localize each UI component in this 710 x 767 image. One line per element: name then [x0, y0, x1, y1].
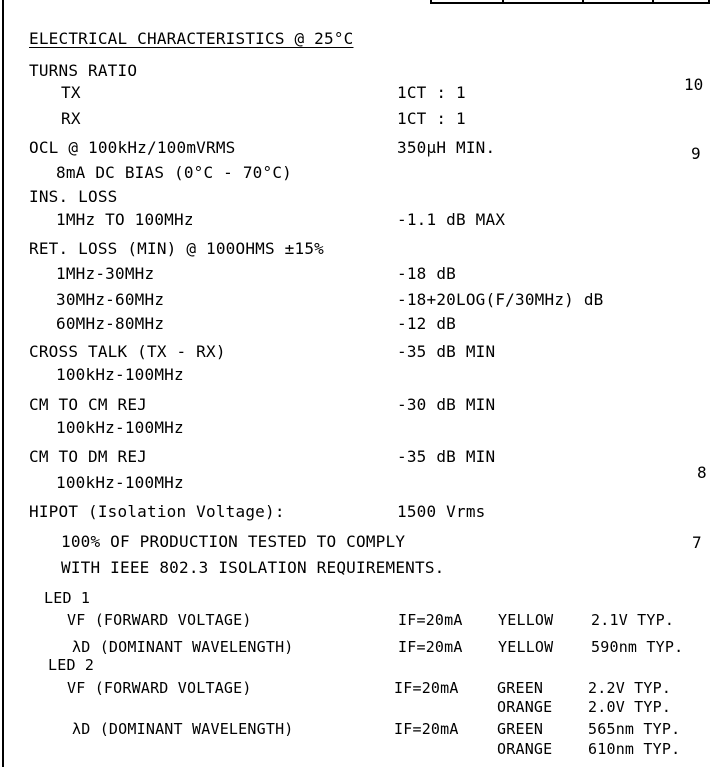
spec-value: 1CT : 1 — [397, 109, 466, 128]
spec-label: HIPOT (Isolation Voltage): — [29, 502, 285, 521]
section-title: ELECTRICAL CHARACTERISTICS @ 25°C — [29, 29, 354, 48]
led2-cond: IF=20mA — [394, 720, 459, 738]
spec-label: 60MHz-80MHz — [56, 314, 165, 333]
spec-value: -12 dB — [397, 314, 456, 333]
led1-typ: 2.1V TYP. — [591, 611, 675, 629]
spec-label: 100kHz-100MHz — [56, 365, 184, 384]
led2-param: VF (FORWARD VOLTAGE) — [67, 679, 252, 697]
led2-cond: IF=20mA — [394, 679, 459, 697]
led2-color2: ORANGE — [497, 740, 553, 758]
spec-label: 1MHz TO 100MHz — [56, 210, 194, 229]
spec-note: WITH IEEE 802.3 ISOLATION REQUIREMENTS. — [61, 558, 445, 577]
spec-value: -18 dB — [397, 264, 456, 283]
spec-label: INS. LOSS — [29, 187, 118, 206]
spec-label: TX — [61, 83, 81, 102]
spec-label: TURNS RATIO — [29, 61, 138, 80]
spec-label: 100kHz-100MHz — [56, 473, 184, 492]
zone-mark: 7 — [692, 533, 702, 552]
spec-value: 1CT : 1 — [397, 83, 466, 102]
led2-typ: 2.2V TYP. — [588, 679, 672, 697]
zone-mark: 10 — [684, 75, 704, 94]
spec-label: 100kHz-100MHz — [56, 418, 184, 437]
zone-mark: 9 — [691, 144, 701, 163]
led1-color: YELLOW — [498, 638, 554, 656]
led2-color2: ORANGE — [497, 698, 553, 716]
spec-label: CM TO DM REJ — [29, 447, 147, 466]
led1-cond: IF=20mA — [398, 611, 463, 629]
led1-heading: LED 1 — [44, 589, 91, 607]
zone-mark: 8 — [697, 463, 707, 482]
spec-label: OCL @ 100kHz/100mVRMS — [29, 138, 236, 157]
led1-color: YELLOW — [498, 611, 554, 629]
spec-label: RET. LOSS (MIN) @ 100OHMS ±15% — [29, 239, 324, 258]
led2-typ: 565nm TYP. — [588, 720, 681, 738]
spec-value: -35 dB MIN — [397, 342, 496, 361]
spec-label: RX — [61, 109, 81, 128]
led2-color: GREEN — [497, 679, 544, 697]
led1-typ: 590nm TYP. — [591, 638, 684, 656]
led2-param: λD (DOMINANT WAVELENGTH) — [72, 720, 294, 738]
led2-color: GREEN — [497, 720, 544, 738]
led1-param: VF (FORWARD VOLTAGE) — [67, 611, 252, 629]
spec-value: -30 dB MIN — [397, 395, 496, 414]
spec-value: -18+20LOG(F/30MHz) dB — [397, 290, 604, 309]
spec-label: CM TO CM REJ — [29, 395, 147, 414]
frame-border — [2, 0, 4, 767]
spec-label: CROSS TALK (TX - RX) — [29, 342, 226, 361]
led2-typ2: 610nm TYP. — [588, 740, 681, 758]
spec-value: 1500 Vrms — [397, 502, 486, 521]
title-block-edge — [430, 0, 710, 4]
spec-value: -35 dB MIN — [397, 447, 496, 466]
spec-value: 350µH MIN. — [397, 138, 496, 157]
spec-label: 1MHz-30MHz — [56, 264, 155, 283]
led1-param: λD (DOMINANT WAVELENGTH) — [72, 638, 294, 656]
spec-value: -1.1 dB MAX — [397, 210, 506, 229]
led1-cond: IF=20mA — [398, 638, 463, 656]
spec-note: 100% OF PRODUCTION TESTED TO COMPLY — [61, 532, 406, 551]
spec-label: 8mA DC BIAS (0°C - 70°C) — [56, 163, 292, 182]
led2-typ2: 2.0V TYP. — [588, 698, 672, 716]
spec-label: 30MHz-60MHz — [56, 290, 165, 309]
led2-heading: LED 2 — [48, 656, 95, 674]
